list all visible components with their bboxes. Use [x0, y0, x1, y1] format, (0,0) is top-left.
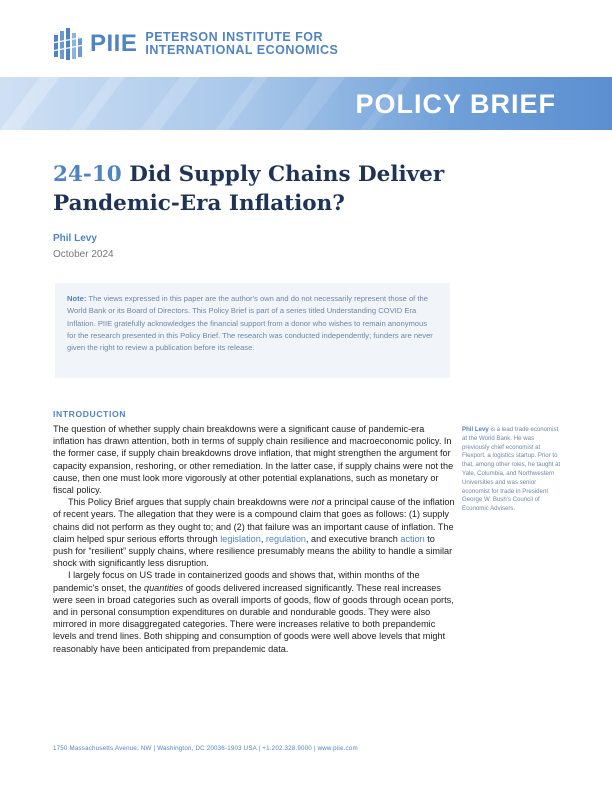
regulation-link[interactable]: regulation [265, 533, 306, 544]
action-link[interactable]: action [400, 533, 425, 544]
paragraph-1: The question of whether supply chain breakdowns were a significant cause of pandemic-era inflation has drawn attention, both in terms of supply chain resilience and macroeconomic policy. In the former case, if supply chain breakdowns drove inflation, that might strengthen the argument for capacity expansion, reshoring, or other remediation. In the latter case, if supply chains were not the cause, then one must look more vigorously at other potential explanations, such as monetary or fiscal policy. [53, 424, 454, 496]
sidebar-author-name: Phil Levy [462, 426, 489, 433]
note-text: The views expressed in this paper are the author's own and do not necessarily represent those of the World Bank or its Board of Directors. This Policy Brief is part of a series titled Understanding COVID Era Inflation. PIIE gratefully acknowledges the financial support from a donor who wishes to remain anonymous for the research presented in this Policy Brief. The research was conducted independently; funders are never given the right to review a publication before its release. [67, 294, 433, 353]
author-bio-sidebar [462, 426, 562, 514]
disclaimer-note [55, 283, 450, 378]
section-heading: INTRODUCTION [53, 409, 127, 419]
banner-label: POLICY BRIEF [355, 89, 556, 119]
policy-brief-banner [0, 77, 612, 130]
legislation-link[interactable]: legislation [220, 533, 261, 544]
paragraph-3: I largely focus on US trade in containerized goods and shows that, within months of the pandemic's onset, the quantities of goods delivered increased significantly. These real increases were seen in broad categories such as overall imports of goods, flow of goods through ocean ports, and in personal consumption expenditures on durable and nondurable goods. They were also mirrored in more disaggregated categories. There were increases relative to both prepandemic levels and trend lines. Both shipping and consumption of goods were well above levels that might reasonably have been anticipated from prepandemic data. [53, 570, 454, 654]
title-text: Did Supply Chains Deliver Pandemic-Era Inflation? [53, 162, 445, 216]
body-text [53, 423, 457, 655]
author-name[interactable]: Phil Levy [53, 233, 97, 244]
publication-date: October 2024 [53, 249, 114, 260]
brief-number: 24-10 [53, 162, 122, 187]
footer-address: 1750 Massachusetts Avenue, NW | Washington, DC 20036-1903 USA | +1.202.328.9000 | www.piie.com [53, 745, 358, 752]
paragraph-2: This Policy Brief argues that supply chain breakdowns were not a principal cause of the inflation of recent years. The allegation that they were is a compound claim that goes as follows: (1) supply chains did not perform as they ought to; and (2) that failure was an important cause of inflation. The claim helped spur serious efforts through legislation, regulation, and executive branch action to push for “resilient” supply chains, where resilience presumably means the ability to handle a similar shock with significantly less disruption. [53, 497, 455, 569]
logo-name-line2: INTERNATIONAL ECONOMICS [145, 43, 339, 57]
logo-abbrev: PIIE [90, 30, 138, 57]
piie-logo-icon [52, 27, 84, 61]
logo-name-line1: PETERSON INSTITUTE FOR [145, 30, 324, 44]
note-label: Note: [67, 294, 87, 303]
page-title [53, 160, 473, 218]
logo-institute-name [145, 31, 338, 57]
sidebar-bio: is a lead trade economist at the World Bank. He was previously chief economist at Flexport, a logistics startup. Prior to that, among other roles, he taught at Yale, Columbia, and Northwestern Universities and was senior economist for trade in President George W. Bush's Council of Economic Advisers. [462, 426, 561, 513]
piie-logo[interactable] [52, 27, 338, 61]
